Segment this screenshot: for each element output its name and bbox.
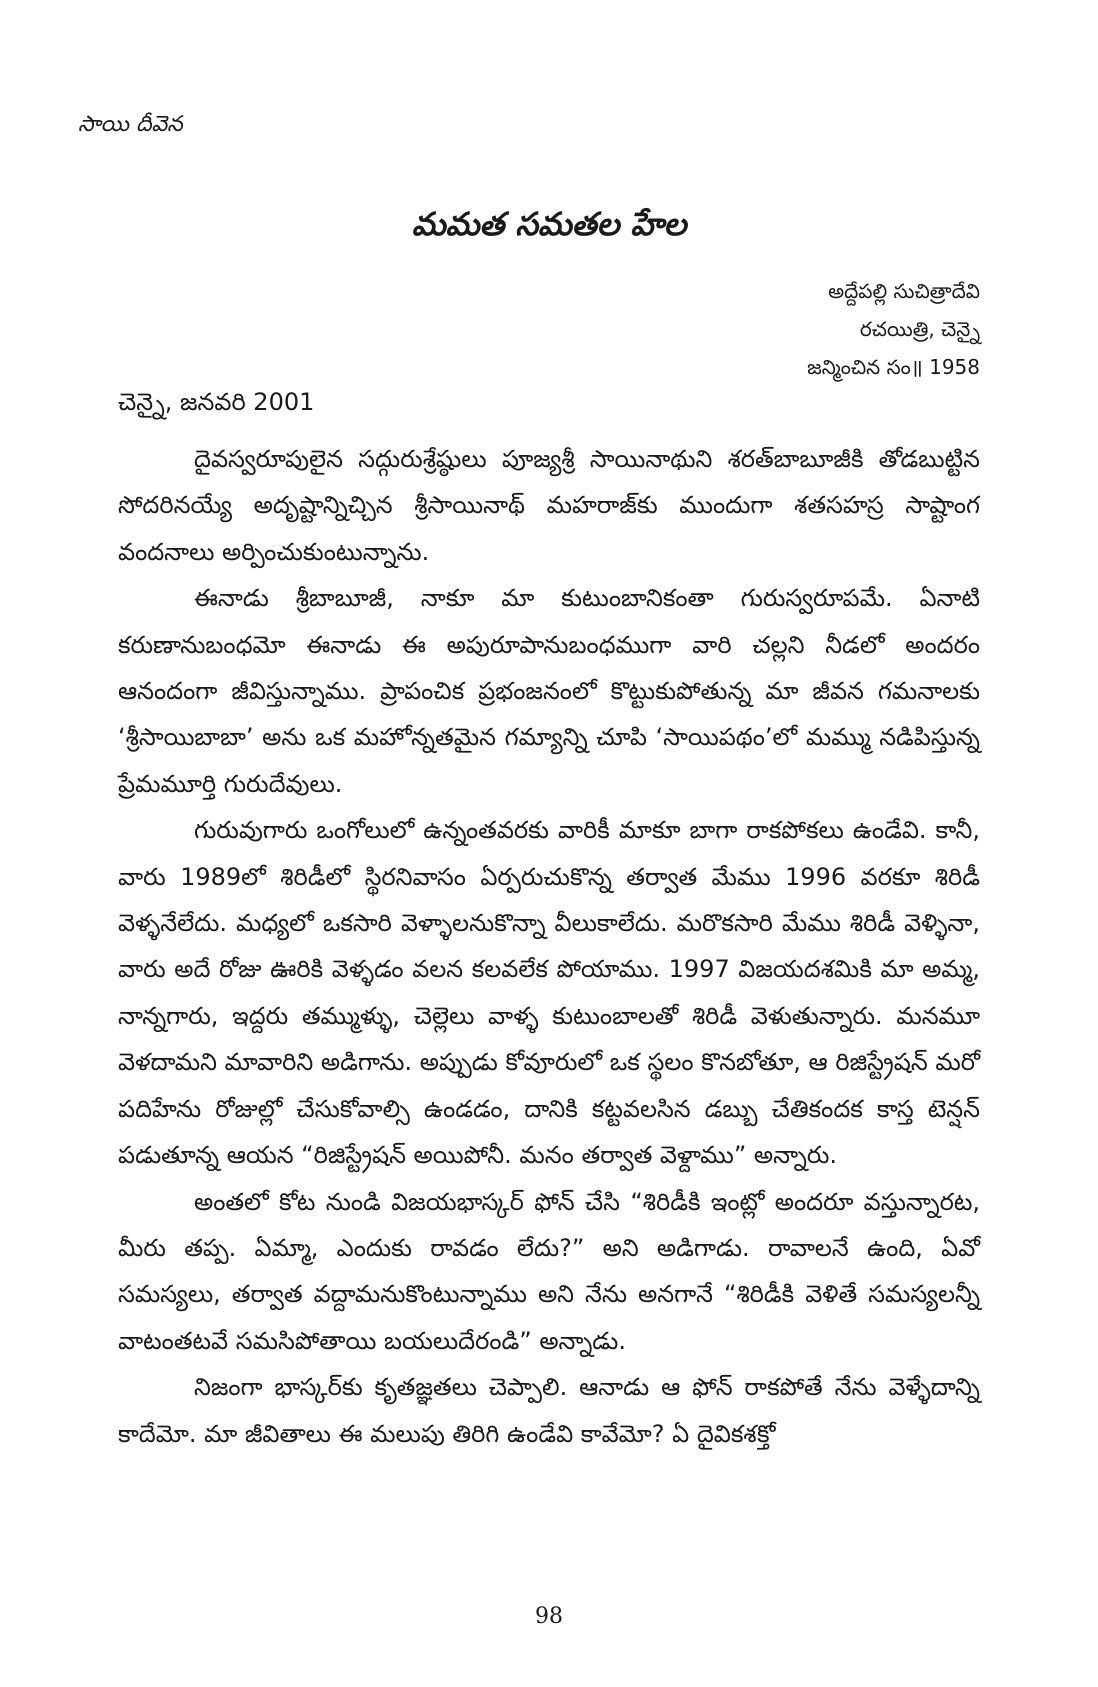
paragraph: నిజంగా భాస్కర్‌కు కృతజ్ఞతలు చెప్పాలి. ఆనాడు ఆ ఫోన్ రాకపోతే నేను వెళ్ళేదాన్ని కాదేమో. మా జీవితాలు ఈ మలుపు తిరిగి ఉండేవి కావేమో? ఏ దైవికశక్తో <box>118 1373 980 1448</box>
paragraph: గురువుగారు ఒంగోలులో ఉన్నంతవరకు వారికీ మాకూ బాగా రాకపోకలు ఉండేవి. కానీ, వారు 1989లో శిరిడీలో స్థిరనివాసం ఏర్పరుచుకొన్న తర్వాత మేము 1996 వరకూ శిరిడీ వెళ్ళనేలేదు. మధ్యలో ఒకసారి వెళ్ళాలనుకొన్నా వీలుకాలేదు. మరొకసారి మేము శిరిడీ వెళ్ళినా, వారు అదే రోజు ఊరికి వెళ్ళడం వలన కలవలేక పోయాము. 1997 విజయదశమికి మా అమ్మ, నాన్నగారు, ఇద్దరు తమ్ముళ్ళు, చెల్లెలు వాళ్ళ కుటుంబాలతో శిరిడీ వెళుతున్నారు. మనమూ వెళదామని మావారిని అడిగాను. అప్పుడు కోవూరులో ఒక స్థలం కొనబోతూ, ఆ రిజిస్ట్రేషన్ మరో పదిహేను రోజుల్లో చేసుకోవాల్సి ఉండడం, దానికి కట్టవలసిన డబ్బు చేతికందక కాస్త టెన్షన్ పడుతూన్న ఆయన “రిజిస్ట్రేషన్ అయిపోనీ. మనం తర్వాత వెళ్దాము” అన్నారు. <box>118 816 980 1170</box>
paragraph: అంతలో కోట నుండి విజయభాస్కర్ ఫోన్ చేసి “శిరిడీకి ఇంట్లో అందరూ వస్తున్నారట, మీరు తప్ప. ఏమ్మా, ఎందుకు రావడం లేదు?” అని అడిగాడు. రావాలనే ఉంది, ఏవో సమస్యలు, తర్వాత వద్దామనుకొంటున్నాము అని నేను అనగానే “శిరిడీకి వెళితే సమస్యలన్నీ వాటంతటవే సమసిపోతాయి బయలుదేరండి” అన్నాడు. <box>118 1187 980 1355</box>
author-birth-year: జన్మించిన సం॥ 1958 <box>807 355 980 379</box>
author-name: అద్దేపల్లి సుచిత్రాదేవి <box>828 279 980 303</box>
paragraph: దైవస్వరూపులైన సద్గురుశ్రేష్ఠులు పూజ్యశ్రీ సాయినాథుని శరత్‌బాబూజీకి తోడబుట్టిన సోదరినయ్యే అదృష్టాన్నిచ్చిన శ్రీసాయినాథ్ మహరాజ్‌కు ముందుగా శతసహస్ర సాష్టాంగ వందనాలు అర్పించుకుంటున్నాను. <box>118 445 980 566</box>
author-role: రచయిత్రి, చెన్నై <box>859 317 980 341</box>
page-number: 98 <box>535 1604 563 1629</box>
running-header: సాయి దీవెన <box>78 112 183 137</box>
article-title: మమత సమతల హేల <box>411 205 687 243</box>
article-body <box>118 436 980 1457</box>
date-line: చెన్నై, జనవరి 2001 <box>118 388 315 416</box>
author-block <box>807 272 980 386</box>
paragraph: ఈనాడు శ్రీబాబూజీ, నాకూ మా కుటుంబానికంతా గురుస్వరూపమే. ఏనాటి కరుణానుబంధమో ఈనాడు ఈ అపురూపానుబంధముగా వారి చల్లని నీడలో అందరం ఆనందంగా జీవిస్తున్నాము. ప్రాపంచిక ప్రభంజనంలో కొట్టుకుపోతున్న మా జీవన గమనాలకు ‘శ్రీసాయిబాబా’ అను ఒక మహోన్నతమైన గమ్యాన్ని చూపి ‘సాయిపథం’లో మమ్ము నడిపిస్తున్న ప్రేమమూర్తి గురుదేవులు. <box>118 584 980 798</box>
